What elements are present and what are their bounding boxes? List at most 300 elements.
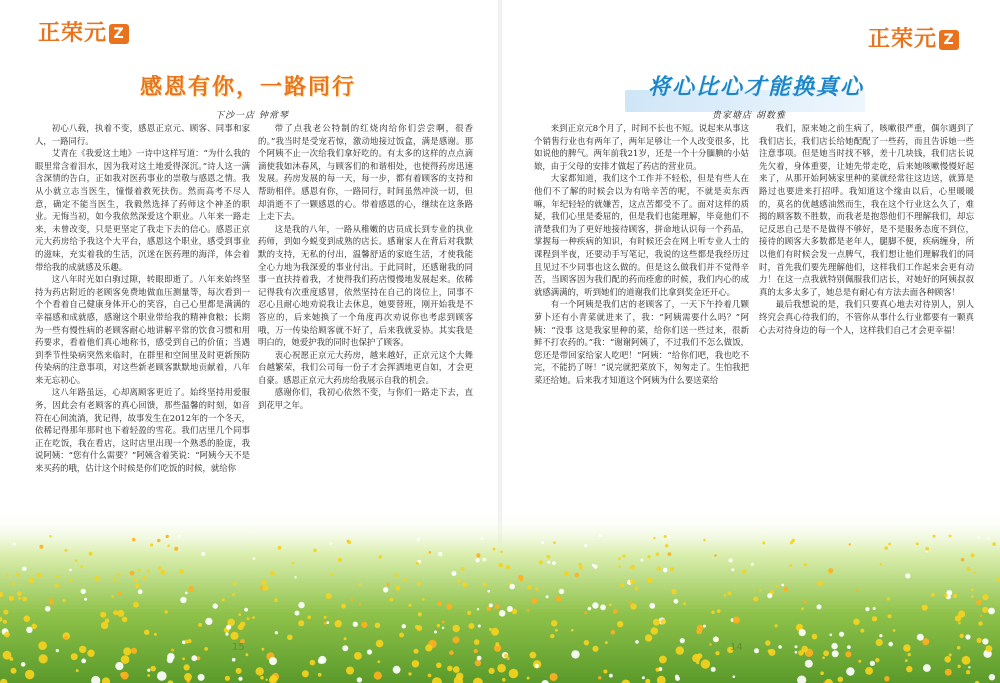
flower (245, 653, 248, 656)
flower (453, 625, 460, 632)
flower (247, 617, 250, 620)
flower (26, 627, 32, 633)
flower (252, 616, 255, 619)
flower (386, 583, 389, 586)
flower (671, 589, 676, 594)
flower (884, 546, 888, 550)
flower (133, 602, 139, 608)
flower (497, 664, 506, 673)
flower (198, 623, 202, 627)
flower (711, 611, 715, 615)
flower (29, 578, 34, 583)
flower (584, 640, 589, 645)
flower (338, 558, 342, 562)
flower (592, 646, 598, 652)
flower (905, 659, 908, 662)
flower (531, 598, 537, 604)
flower (184, 673, 192, 681)
flower (377, 660, 380, 663)
flower (504, 654, 508, 658)
flower (527, 585, 531, 589)
flower (117, 573, 120, 576)
flower (39, 654, 48, 663)
flower (541, 541, 544, 544)
flower (592, 564, 595, 567)
flower (674, 599, 679, 604)
flower (645, 634, 652, 641)
flower (887, 597, 890, 600)
flower (888, 543, 891, 546)
flower (817, 604, 822, 609)
flower (346, 667, 354, 675)
paragraph: 我们，原来她之前生病了，咳嗽很严重，偶尔遇到了我们店长，我们店长给她配配了一些药，而且告诉她一些注意事项。但是她当时找不够，差十几块钱，我们店长说先欠着，身体重要，让她先带走吃，后来她咳嗽慢慢好起来了，从那开始阿姨家里种的菜就经常往这边送，就算是路过也要进来打招呼。我知道这个缘由以后，心里暖暖的，莫名的优越感油然而生，我在这个行业这么久了，难揭的顾客数不胜数，而我老是抱怨他们不理解我们，却忘记反思自己是不是做得不够好，是不是服务态度不到位，接待的顾客大多数都是老年人，腿脚不便，疾病缠身，所以他们有时候会发一点脾气，我们想让他们理解我们的同时，首先我们要先理解他们，这样我们工作起来会更有动力！在这一点我就特别佩服我们店长，对她好的阿姨叔叔真的太多太多了，她总是有耐心有方法去面各种顾客！ (759, 123, 974, 297)
flower (198, 674, 205, 681)
flower (326, 593, 332, 599)
flower (491, 628, 499, 636)
flower (500, 551, 503, 554)
flower (768, 649, 772, 653)
flower (18, 597, 21, 600)
flower (618, 565, 620, 567)
flower (115, 662, 123, 670)
flower (509, 582, 512, 585)
flower (762, 542, 765, 545)
flower (408, 672, 411, 675)
flower (656, 553, 659, 556)
flower (982, 594, 988, 600)
flower (461, 567, 465, 571)
flower (831, 643, 837, 649)
brand-logo-left: 正荣元 Z (38, 16, 129, 47)
flower (263, 585, 269, 591)
flower (966, 670, 970, 674)
flower (489, 668, 495, 674)
flower (69, 569, 72, 572)
flower (310, 660, 316, 666)
flower (908, 653, 911, 656)
flower (111, 595, 114, 598)
flower (539, 560, 543, 564)
article-right-column-2 (759, 122, 974, 336)
flower (649, 603, 655, 609)
flower (487, 590, 490, 593)
flower (751, 563, 754, 566)
flower (483, 558, 486, 561)
flower (483, 583, 487, 587)
flower (468, 623, 474, 629)
flower (75, 559, 78, 562)
paragraph: 这八年时光如白驹过隙，转眼即逝了。八年来始终坚持为药店附近的老顾客免费地做血压测量等，每次看到一个个看着自己健康身体开心的笑容，自己心里都是满满的幸福感和成就感，感谢这个职业带给我的精神食粮；长期为一些有慢性病的老顾客耐心地讲解平常的饮食习惯和用药要求，看着他们真心地称书，感受到自己的价值；当遇到季节性染病突然来临时，在群里和空间里及时更新预防传染病的注意事项，对这些新老顾客默默地贡献着，八年来无忘初心。 (35, 274, 250, 385)
flower (575, 573, 580, 578)
flower (783, 587, 788, 592)
flower (307, 616, 311, 620)
flower (359, 603, 362, 606)
flower (80, 565, 83, 568)
flower (665, 544, 669, 548)
flower (931, 593, 935, 597)
flower (25, 670, 34, 679)
flower (668, 552, 672, 556)
flower (434, 631, 437, 634)
flower (512, 609, 517, 614)
flower (617, 621, 623, 627)
article-left-column-1 (35, 122, 250, 475)
flower (167, 653, 175, 661)
flower (298, 620, 304, 626)
flower (205, 618, 212, 625)
flower (113, 610, 118, 615)
flower (417, 538, 420, 541)
flower (150, 666, 156, 672)
flower (114, 578, 117, 581)
flower (158, 566, 161, 569)
flower (893, 629, 896, 632)
flower (31, 624, 37, 630)
flower (353, 622, 358, 627)
flower (875, 658, 879, 662)
flower (295, 611, 300, 616)
flower (858, 660, 861, 663)
flower (957, 646, 961, 650)
flower (147, 669, 150, 672)
flower (201, 552, 205, 556)
flower (564, 571, 569, 576)
paragraph: 这八年路虽远，心却离顾客更近了。始终坚持用爱服务，因此会有老顾客的真心回馈，那些温馨的时刻，如音符在心间流淌，犹记得，故事发生在2012年的一个冬天，依稀记得那年那时也下着轻盈的雪花。我们店里几个同事正在吃饭，我在看店，这时店里出现一个熟悉的脸庞，我说阿姨：“您有什么需要？”阿姨含着笑说：“阿姨今天不是来买药的哦，估计这个时候是你们吃饭的时候，就给你 (35, 387, 250, 474)
flower (474, 639, 480, 645)
flower (906, 666, 912, 672)
paragraph: 有一个阿姨是我们店的老顾客了，一天下午拎着几颗萝卜还有小青菜就进来了，我：“阿姨需要什么吗？”阿姨：“没事 这是我家里种的菜，给你们送一些过来，很新鲜不打农药的。”我：“谢谢阿姨了，不过我们不怎么做饭，您还是带回家给家人吃吧！”阿姨：“给你们吧，我也吃不完，不能扔了呀！”说完就把菜放下，匆匆走了。生怕我把菜还给她。后来我才知道这个阿姨为什么要送菜给 (534, 299, 749, 385)
flower (166, 535, 169, 538)
flower (642, 676, 645, 679)
flower (402, 624, 406, 628)
paragraph: 大家都知道，我们这个工作并不轻松，但是有些人在他们不了解的时候会以为有啥辛苦的呢，不就是卖东西嘛，年纪轻轻的就嫌苦，这点苦都受不了。面对这样的质疑，我们心里是委屈的，但是我们也能理解，毕竟他们不清楚我们为了更好地接待顾客，拼命地认识每一个药品，掌握每一种疾病的知识，有时候还会在网上听专业人士的课程到半夜，还要动手写笔记，我说的这些都是我经历过且见过不少同事也这么做的。但是这么做我们并不觉得辛苦，当顾客因为我们配的药而痊愈的时候，我们内心的成就感满满的，听到她们的道谢我们比拿到奖金还开心。 (534, 173, 749, 297)
flower (147, 674, 150, 677)
flower (675, 676, 680, 681)
flower (428, 674, 432, 678)
flower (354, 652, 362, 660)
flower (715, 651, 719, 655)
flower (415, 625, 419, 629)
flower (477, 656, 482, 661)
flower (530, 652, 537, 659)
flower (729, 558, 733, 562)
flower (436, 663, 442, 669)
flower (287, 635, 293, 641)
flower (45, 606, 51, 612)
flower (476, 553, 480, 557)
flower (6, 574, 9, 577)
flower (412, 660, 419, 667)
flower (418, 612, 422, 616)
flower (49, 598, 53, 602)
article-left-column-2 (258, 122, 473, 412)
flower (359, 583, 362, 586)
flower (754, 648, 759, 653)
flower (350, 598, 353, 601)
flower (222, 598, 225, 601)
flower (804, 600, 807, 603)
flower (22, 567, 26, 571)
flower (592, 602, 598, 608)
flower (318, 656, 326, 664)
flower (676, 646, 684, 654)
flower (160, 570, 165, 575)
flower (509, 584, 515, 590)
brand-logo-right: 正荣元 Z (868, 22, 959, 53)
flower (81, 589, 86, 594)
flower (599, 534, 602, 537)
flower (660, 619, 666, 625)
flower (630, 565, 635, 570)
flower (442, 621, 445, 624)
flower (982, 638, 988, 644)
flower (778, 645, 782, 649)
flower (335, 620, 342, 627)
paragraph: 初心八载，执着不变，感恩正京元、顾客、同事和家人，一路同行。 (35, 123, 250, 146)
flower (618, 557, 621, 560)
flower (11, 668, 17, 674)
flower (100, 612, 106, 618)
flower (888, 642, 893, 647)
flower (361, 622, 367, 628)
flower (226, 625, 231, 630)
flower (657, 567, 661, 571)
flower (876, 639, 883, 646)
flower (697, 625, 704, 632)
flower (121, 655, 130, 664)
flower (961, 558, 965, 562)
flower (670, 567, 674, 571)
flower (294, 576, 296, 578)
flower (651, 627, 659, 635)
flower (692, 654, 700, 662)
flower (839, 632, 844, 637)
flower (131, 648, 137, 654)
flower (347, 540, 351, 544)
flower (22, 597, 27, 602)
flower (711, 667, 716, 672)
paragraph: 艾青在《我爱这土地》一诗中这样写道：“为什么我的眼里常含着泪水，因为我对这土地爱得深沉。”诗人这一满含深情的告白，正如我对医药事业的崇敬与感恩之情。我从小就立志当医生，憧憬着救死扶伤。然而高考不尽人意，确定不能当医生，我毅然选择了药师这个神圣的职业。无悔当初，如今我依然深爱这个职业。八年来一路走来，未曾改变，只是更坚定了我走下去的信心。感恩正京元大药房给予我这个大平台，感恩这个职业，感受到事业的滋味，充实着我的生活，沉迷在医药理的海洋，体会着带给我的成就感及乐趣。 (35, 148, 250, 272)
flower (376, 640, 384, 648)
flower (456, 673, 463, 680)
flower (873, 607, 876, 610)
flower (94, 576, 99, 581)
flower (367, 649, 372, 654)
flower (417, 582, 421, 586)
flower (453, 636, 460, 643)
flower (917, 634, 924, 641)
flower (555, 629, 558, 632)
flower (64, 636, 68, 640)
flower (550, 634, 554, 638)
flower (275, 631, 278, 634)
flower (933, 535, 936, 538)
flower (178, 535, 180, 537)
flower (9, 596, 14, 601)
flower (238, 677, 242, 681)
flower (989, 674, 995, 680)
flower (157, 539, 161, 543)
flower (292, 562, 295, 565)
flower (703, 625, 706, 628)
flower (653, 537, 655, 539)
flower (167, 545, 170, 548)
flower (804, 563, 807, 566)
flower (118, 592, 122, 596)
paragraph: 这是我的八年，一路从稚嫩的店员成长到专业的执业药师，到如今蜕变到成熟的店长。感谢家人在背后对我默默的支持，无私的付出，温馨舒适的家庭生活，才使我能全心力地为我深爱的事业付出。于此同时，还感谢我的同事一直扶持着我，才使得我们药店慢慢地发展起来。依稀记得我有次重度感冒，依然坚持在自己的岗位上，同事不忍心且耐心地劝说我让去休息，她要替班，刚开始我是不答应的，后来她换了一个角度再次劝说你也考虑到顾客哦，万一传染给顾客就不好了，后来我就妥协。其实我是明白的，她爱护我的同时也保护了顾客。 (258, 223, 473, 348)
flower (171, 649, 174, 652)
flower (556, 596, 561, 601)
flower (138, 589, 143, 594)
flower (132, 538, 135, 541)
flower (957, 665, 960, 668)
flower (38, 641, 47, 650)
flower (635, 640, 639, 644)
flower (971, 589, 974, 592)
paragraph: 来到正京元8个月了，时间不长也不短。说起来从事这个销售行业也有两年了，两年足够让一个人改变很多，比如说他的脾气。两年前我21岁，还是一个十分腼腆的小姑娘，由于父母的安排才做起了药店的营业员。 (534, 123, 749, 171)
flower (144, 630, 149, 635)
flower (713, 636, 719, 642)
flower (976, 600, 981, 605)
flower (820, 671, 824, 675)
article-title-right: 将心比心才能换真心 (648, 75, 865, 100)
flower (142, 576, 146, 580)
flower (476, 558, 480, 562)
flower (39, 545, 43, 549)
flower (3, 620, 7, 624)
flower (922, 638, 929, 645)
flower (714, 554, 717, 557)
flower (801, 607, 804, 610)
flower (611, 630, 616, 635)
flower (184, 664, 190, 670)
flower (799, 629, 806, 636)
flower (65, 549, 68, 552)
flower (164, 610, 167, 613)
flower (270, 571, 275, 576)
flower (605, 641, 608, 644)
flower (870, 661, 875, 666)
flower (647, 577, 653, 583)
flower (535, 664, 539, 668)
flower (79, 646, 86, 653)
flower (792, 539, 795, 542)
flower (253, 557, 256, 560)
flower (865, 607, 869, 611)
flower (238, 624, 244, 630)
flower (55, 584, 59, 588)
flower (123, 647, 131, 655)
flower (767, 593, 772, 598)
flower (613, 609, 618, 614)
flower (944, 594, 948, 598)
flower (425, 644, 432, 651)
flower (502, 678, 506, 682)
flower (630, 579, 635, 584)
flower (70, 579, 73, 582)
flower (817, 581, 823, 587)
flower (449, 650, 454, 655)
flower (422, 598, 425, 601)
flower (230, 632, 238, 640)
flower (759, 589, 761, 591)
flower (4, 632, 10, 638)
flower (185, 640, 189, 644)
flower (795, 651, 798, 654)
flower (225, 633, 228, 636)
flower (967, 567, 971, 571)
flower (326, 621, 329, 624)
flower (56, 575, 59, 578)
flower (232, 658, 236, 662)
flower (298, 602, 304, 608)
flower (475, 660, 481, 666)
flower (395, 574, 399, 578)
flower (414, 649, 419, 654)
flower (71, 653, 78, 660)
flower (992, 542, 996, 546)
flower (579, 566, 583, 570)
flower (49, 535, 52, 538)
flower (150, 543, 153, 546)
flower (888, 614, 892, 618)
flower (775, 624, 778, 627)
flower (717, 609, 721, 613)
page-number-left: 15 (232, 642, 245, 653)
flower (584, 544, 587, 547)
brand-logo-icon: Z (939, 30, 959, 50)
flower (668, 535, 671, 538)
flower (547, 555, 551, 559)
flower (647, 555, 650, 558)
paragraph: 带了点我老公特制的红烧肉给你们尝尝啊，很香的。”我当时是受宠若惊，激动地接过饭盒，满是感谢。那个阿姨不止一次给我们拿好吃的。有太多的这样的点点滴滴使我如沐春风，与顾客们的和谐相处，也使得药房迅速发展。药房发展的每一天，每一步，都有着顾客的支持和帮助相伴。感恩有你，一路同行，时间虽然冲淡一切，但却消逝不了一颗感恩的心。带着感恩的心，继续在这条路上走下去。 (258, 123, 473, 222)
flower (24, 615, 31, 622)
flower (659, 656, 667, 664)
flower (733, 616, 740, 623)
flower (709, 643, 712, 646)
flower (185, 592, 188, 595)
flower (631, 603, 637, 609)
flower (978, 536, 981, 539)
flower (416, 562, 419, 565)
paragraph: 最后我想说的是，我们只要真心地去对待别人，别人终究会真心待我们的，不管你从事什么行业都要有一颗真心去对待身边的每一个人，这样我们自己才会更幸福！ (759, 299, 974, 335)
flower (945, 669, 952, 676)
flower (846, 667, 854, 675)
flower (986, 645, 993, 652)
flower (481, 537, 484, 540)
flower (552, 561, 556, 565)
flower (546, 595, 549, 598)
flower (117, 610, 124, 617)
flower (453, 666, 460, 673)
flower (955, 615, 961, 621)
flower (634, 587, 638, 591)
flower (87, 650, 94, 657)
flower (324, 622, 327, 625)
flower (37, 573, 42, 578)
flower (278, 546, 282, 550)
flower (213, 603, 218, 608)
flower (174, 547, 178, 551)
flower (130, 571, 135, 576)
flower (916, 542, 919, 545)
flower (396, 586, 401, 591)
flower (765, 640, 770, 645)
flower (244, 608, 248, 612)
flower (438, 552, 442, 556)
flower (953, 594, 957, 598)
flower (302, 670, 309, 677)
